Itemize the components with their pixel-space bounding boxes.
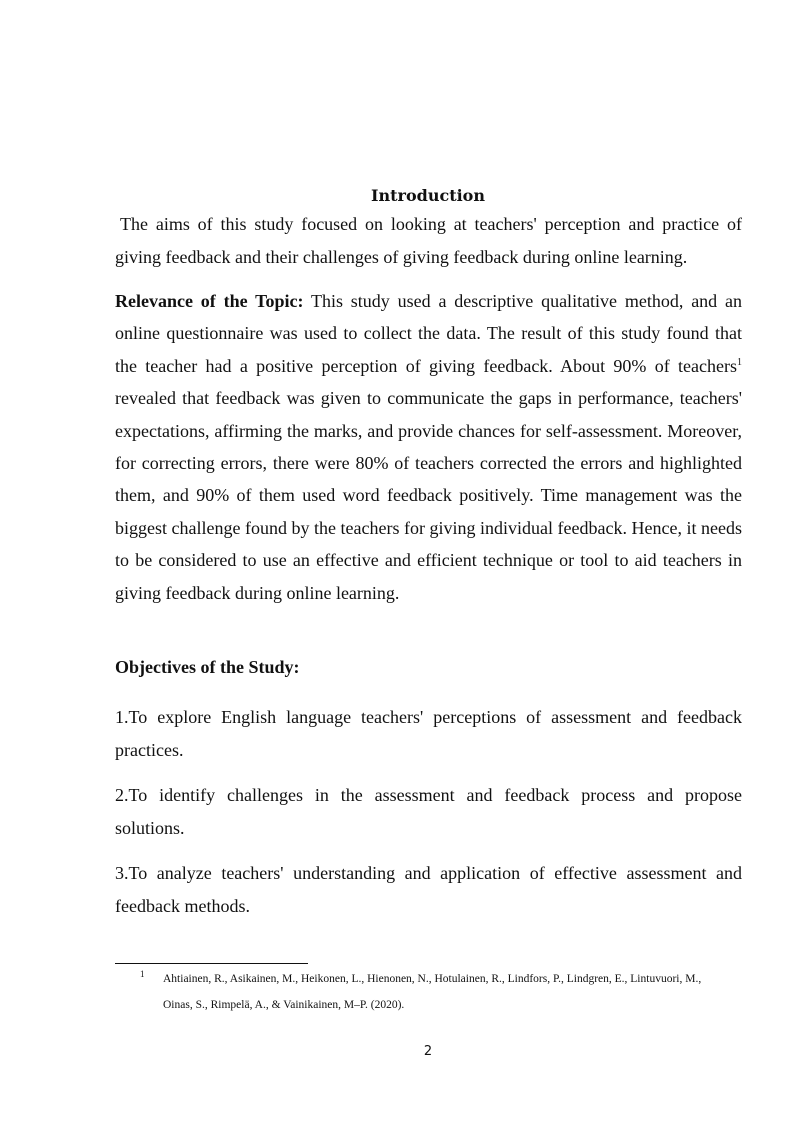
footnote-line-1: Ahtiainen, R., Asikainen, M., Heikonen, L., Hienonen, N., Hotulainen, R., Lindfors, P., Lindgren, E., Lintuvuori, M., (163, 973, 702, 985)
section-heading: Introduction (371, 186, 485, 205)
page-number: 2 (423, 1044, 433, 1059)
footnote-line-2: Oinas, S., Rimpelä, A., & Vainikainen, M–P. (2020). (163, 999, 405, 1011)
relevance-paragraph (115, 285, 742, 609)
relevance-text-part1: This study used a descriptive qualitative method, and an online questionnaire was used to collect the data. The result of this study found that the teacher had a positive perception of giving feedback. About 90% of teachers (115, 291, 742, 376)
footnote (140, 966, 752, 1018)
objective-item: 3.To analyze teachers' understanding and application of effective assessment and feedback methods. (115, 863, 742, 916)
objectives-title: Objectives of the Study: (115, 657, 300, 677)
footnote-reference[interactable]: 1 (737, 356, 742, 368)
intro-paragraph: The aims of this study focused on looking at teachers' perception and practice of giving feedback and their challenges of giving feedback during online learning. (115, 214, 742, 267)
objective-item: 2.To identify challenges in the assessment and feedback process and propose solutions. (115, 785, 742, 838)
objective-item: 1.To explore English language teachers' perceptions of assessment and feedback practices. (115, 707, 742, 760)
footnote-number: 1 (140, 969, 145, 979)
relevance-label: Relevance of the Topic: (115, 291, 304, 311)
relevance-text-part2: revealed that feedback was given to communicate the gaps in performance, teachers' expectations, affirming the marks, and provide chances for self-assessment. Moreover, for correcting errors, there were 80% of teachers corrected the errors and highlighted them, and 90% of them used word feedback positively. Time management was the biggest challenge found by the teachers for giving individual feedback. Hence, it needs to be considered to use an effective and efficient technique or tool to aid teachers in giving feedback during online learning. (115, 388, 742, 603)
